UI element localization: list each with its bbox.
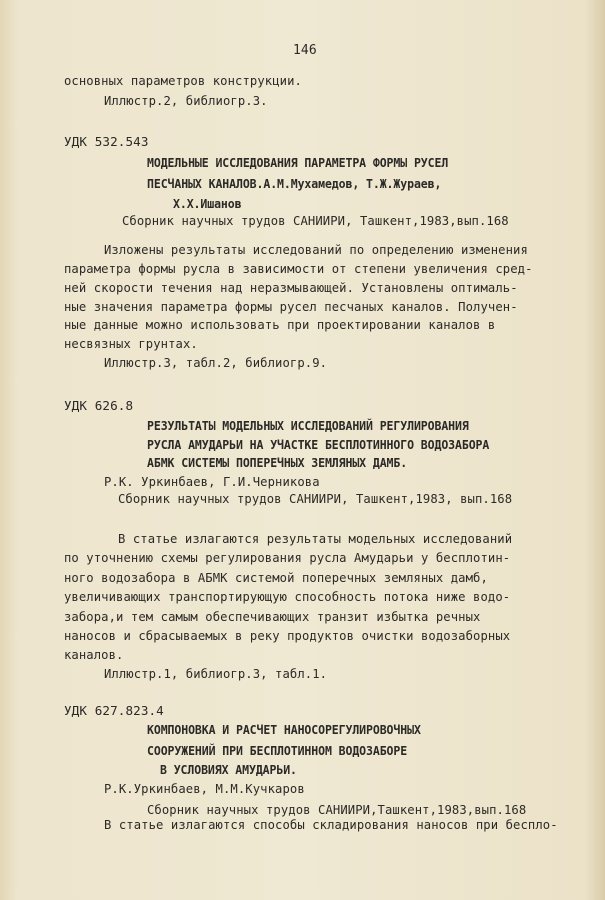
abstract-line: ней скорости течения над неразмывающей. Установлены оптималь- — [64, 281, 518, 295]
entry-title-line: АБМК СИСТЕМЫ ПОПЕРЕЧНЫХ ЗЕМЛЯНЫХ ДАМБ. — [147, 455, 408, 470]
udk-code: УДК 627.823.4 — [64, 703, 164, 718]
intro-refs: Иллюстр.2, библиогр.3. — [104, 94, 268, 108]
entry-authors: Р.К. Уркинбаев, Г.И.Черникова — [104, 475, 320, 489]
abstract-line: параметра формы русла в зависимости от степени увеличения сред- — [64, 262, 533, 276]
abstract-line: В статье излагаются способы складирования наносов при беспло- — [104, 818, 558, 832]
entry-title-line: В УСЛОВИЯХ АМУДАРЬИ. — [160, 762, 297, 777]
entry-authors: Х.Х.Ишанов — [173, 196, 242, 211]
intro-text-line: основных параметров конструкции. — [64, 74, 302, 88]
page-number: 146 — [293, 43, 317, 58]
entry-title-line: РУСЛА АМУДАРЬИ НА УЧАСТКЕ БЕСПЛОТИННОГО ВОДОЗАБОРА — [147, 437, 490, 452]
entry-title-line: КОМПОНОВКА И РАСЧЕТ НАНОСОРЕГУЛИРОВОЧНЫХ — [147, 722, 421, 737]
entry-source: Сборник научных трудов САНИИРИ, Ташкент,1983,вып.168 — [122, 214, 509, 228]
udk-code: УДК 532.543 — [64, 134, 149, 149]
entry-refs: Иллюстр.3, табл.2, библиогр.9. — [104, 356, 328, 370]
udk-code: УДК 626.8 — [64, 398, 134, 413]
abstract-line: ные данные можно использовать при проектировании каналов в — [64, 318, 496, 332]
entry-title-line: ПЕСЧАНЫХ КАНАЛОВ.А.М.Мухамедов, Т.Ж.Жураев, — [147, 176, 442, 191]
entry-source: Сборник научных трудов САНИИРИ,Ташкент,1983,вып.168 — [147, 803, 527, 817]
abstract-line: увеличивающих транспортирующую способность потока ниже водо- — [64, 590, 511, 604]
abstract-line: каналов. — [64, 648, 124, 662]
abstract-line: забора,и тем самым обеспечивающих транзит избытка речных — [64, 610, 481, 624]
abstract-line: по уточнению схемы регулирования русла Амударьи у бесплотин- — [64, 551, 511, 565]
entry-authors: Р.К.Уркинбаев, М.М.Кучкаров — [104, 782, 305, 796]
abstract-line: В статье излагаются результаты модельных исследований — [118, 532, 513, 546]
abstract-line: наносов и сбрасываемых в реку продуктов очистки водозаборных — [64, 629, 511, 643]
abstract-line: несвязных грунтах. — [64, 337, 198, 351]
entry-source: Сборник научных трудов САНИИРИ, Ташкент,1983, вып.168 — [118, 492, 513, 506]
entry-title-line: МОДЕЛЬНЫЕ ИССЛЕДОВАНИЯ ПАРАМЕТРА ФОРМЫ РУСЕЛ — [147, 155, 449, 170]
abstract-line: ные значения параметра формы русел песчаных каналов. Получен- — [64, 300, 518, 314]
abstract-line: Изложены результаты исследований по определению изменения — [104, 243, 528, 257]
entry-refs: Иллюстр.1, библиогр.3, табл.1. — [104, 667, 328, 681]
entry-title-line: РЕЗУЛЬТАТЫ МОДЕЛЬНЫХ ИССЛЕДОВАНИЙ РЕГУЛИРОВАНИЯ — [147, 418, 469, 433]
abstract-line: ного водозабора в АБМК системой поперечных земляных дамб, — [64, 571, 488, 585]
entry-title-line: СООРУЖЕНИЙ ПРИ БЕСПЛОТИННОМ ВОДОЗАБОРЕ — [147, 743, 408, 758]
